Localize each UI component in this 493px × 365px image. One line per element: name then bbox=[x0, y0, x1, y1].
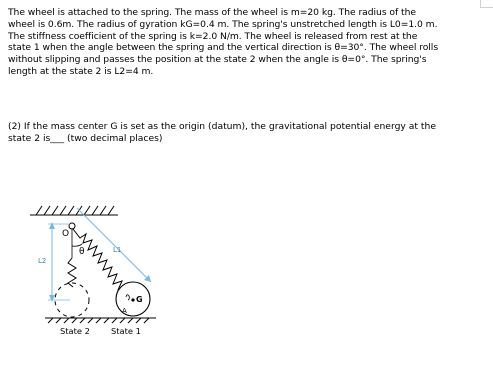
center-g bbox=[131, 298, 134, 301]
problem-line: state 1 when the angle between the spring and the vertical direction is θ=30°. The wheel rolls bbox=[8, 42, 439, 54]
theta-label: θ bbox=[79, 247, 85, 257]
problem-line: wheel is 0.6m. The radius of gyration kG=0.4 m. The spring's unstretched length is L0=1.0 m. bbox=[8, 18, 438, 30]
l2-arrowhead-top bbox=[49, 222, 55, 229]
l1-label: L1 bbox=[113, 246, 122, 254]
state1-label: State 1 bbox=[111, 326, 141, 336]
question-line: state 2 is___ (two decimal places) bbox=[8, 132, 163, 144]
problem-line: length at the state 2 is L2=4 m. bbox=[8, 65, 154, 77]
contact-label: A bbox=[122, 307, 127, 315]
theta-arc bbox=[72, 244, 82, 246]
l2-label: L2 bbox=[38, 257, 47, 265]
center-label: G bbox=[136, 295, 143, 304]
question-line: (2) If the mass center G is set as the origin (datum), the gravitational potential energy at the bbox=[8, 121, 436, 132]
spring-state1 bbox=[73, 229, 126, 293]
ceiling-support bbox=[30, 206, 118, 215]
state2-label: State 2 bbox=[60, 326, 90, 336]
problem-line: The stiffness coefficient of the spring is k=2.0 N/m. The wheel is released from rest at the bbox=[8, 30, 418, 42]
problem-line: The wheel is attached to the spring. The mass of the wheel is m=20 kg. The radius of the bbox=[8, 7, 416, 18]
spring-state2 bbox=[68, 258, 76, 287]
problem-line: without slipping and passes the position at the state 2 when the angle is θ=0°. The spring's bbox=[8, 54, 427, 66]
l2-arrowhead-bottom bbox=[49, 295, 55, 302]
pivot-label: O bbox=[62, 229, 70, 239]
l1-dimension bbox=[77, 208, 151, 282]
ground bbox=[45, 318, 156, 323]
